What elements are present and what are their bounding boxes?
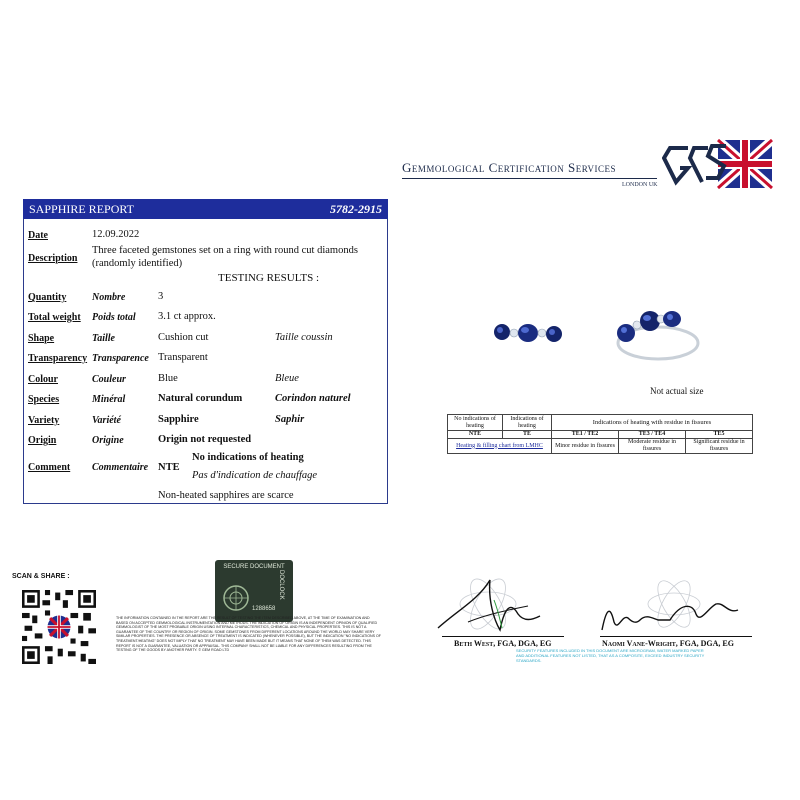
quantity-label-fr: Nombre: [92, 292, 126, 303]
hologram-emblem-icon: [222, 584, 250, 612]
description-line-2: (randomly identified): [92, 258, 183, 269]
comment-label-fr: Commentaire: [92, 462, 149, 473]
signature-line-1: [442, 636, 564, 637]
comment-text: No indications of heating: [192, 452, 304, 463]
origin-value: Origin not requested: [158, 434, 252, 445]
ring-top-view-image: [488, 316, 568, 350]
table-cell: NTE: [448, 431, 503, 439]
qr-code-icon[interactable]: [22, 590, 96, 664]
table-row: [448, 415, 753, 431]
table-header-cell: No indications of heating: [448, 415, 503, 431]
table-cell: TE3 / TE4: [619, 431, 686, 439]
quantity-label: Quantity: [28, 292, 67, 303]
quantity-value: 3: [158, 291, 164, 302]
shape-value-fr: Taille coussin: [275, 332, 333, 343]
variety-value: Sapphire: [158, 414, 199, 425]
origin-label: Origin: [28, 435, 57, 446]
hologram-number: 1288658: [252, 606, 276, 612]
shape-value: Cushion cut: [158, 332, 209, 343]
total-weight-label-fr: Poids total: [92, 312, 136, 323]
signature-name-1: Beth West, FGA, DGA, EG: [454, 639, 552, 648]
table-cell: Minor residue in fissures: [552, 439, 619, 454]
scan-share-label: SCAN & SHARE :: [12, 573, 70, 580]
comment-code: NTE: [158, 462, 180, 473]
table-cell: TE1 / TE2: [552, 431, 619, 439]
legal-disclaimer: THE INFORMATION CONTAINED IN THE REPORT ARE THE RESULT OF TESTING THE ITEM DESCRIBED ABOVE, AT THE TIME OF EXAMINATION AND BASED ON ACCEPTED GEMMOLOGICAL INSTRUMENTATION AND METHODS. THE INDICATION OF ORIGIN IS AN INDEPENDENT OPINION OF QUALIFIED GEMMOLOGIST OF THE MOST PROBABLE ORIGIN USING INTERNAL CHARACTERISTICS, CHEMICAL AND PHYSICAL PROPERTIES. THIS IS NOT A GUARANTEE OF THE COUNTRY OR REGION OF ORIGIN. SOME GEMSTONES FROM DIFFERENT LOCATIONS AROUND THE WORLD MAY SHARE VERY SIMILAR PROPERTIES. THE PRESENCE OR ABSENCE OF TREATMENT IS INDICATED (WHENEVER POSSIBLE), BUT THE INDICATION "NO INDICATIONS OF TREATMENT/HEATING" DOES NOT IMPLY THAT NO TREATMENT MAY HAVE BEEN MADE BUT IT MEANS THAT NONE OF THEM WAS DETECTED. THIS REPORT IS NOT A GUARANTEE, VALUATION OR APPRAISAL. THIS COMPANY SHALL NOT BE LIABLE FOR ANY DIFFERENCES RESULTING FROM THE TESTING OF THE GOODS BY ANOTHER PARTY. © GEM ROAD LTD: [116, 616, 381, 653]
colour-value: Blue: [158, 373, 178, 384]
colour-label: Colour: [28, 374, 58, 385]
table-row: [448, 431, 753, 439]
species-value: Natural corundum: [158, 393, 243, 404]
colour-label-fr: Couleur: [92, 374, 126, 385]
date-value: 12.09.2022: [92, 229, 140, 240]
union-flag-icon: [718, 140, 772, 188]
transparency-value: Transparent: [158, 352, 208, 363]
header-divider: [402, 178, 657, 179]
shape-label-fr: Taille: [92, 333, 115, 344]
table-header-cell: Indications of heating: [503, 415, 552, 431]
comment-text-fr: Pas d'indication de chauffage: [192, 470, 318, 481]
gcs-monogram-icon: [664, 146, 726, 182]
description-label: Description: [28, 253, 78, 264]
report-number: 5782-2915: [330, 202, 382, 216]
report-title: SAPPHIRE REPORT: [29, 202, 134, 216]
company-name: Gemmological Certification Services: [402, 160, 617, 175]
total-weight-value: 3.1 ct approx.: [158, 311, 216, 322]
variety-label-fr: Variété: [92, 415, 121, 426]
gcs-logo: [662, 138, 774, 196]
company-location: LONDON UK: [622, 182, 658, 188]
shape-label: Shape: [28, 333, 55, 344]
signature-line-2: [600, 636, 752, 637]
transparency-label: Transparency: [28, 353, 88, 364]
ring-side-view-image: [606, 305, 702, 367]
signature-beth-west-image: [428, 570, 558, 640]
hologram-brand: DOCLOCK: [278, 570, 284, 600]
species-label: Species: [28, 394, 60, 405]
report-footnote: Non-heated sapphires are scarce: [158, 490, 294, 501]
colour-value-fr: Bleue: [275, 373, 299, 384]
transparency-label-fr: Transparence: [92, 353, 149, 364]
hologram-top-text: SECURE DOCUMENT: [223, 564, 285, 570]
variety-label: Variety: [28, 415, 60, 426]
table-source-cell: Heating & filling chart from LMHC: [448, 439, 552, 454]
total-weight-label: Total weight: [28, 312, 81, 323]
origin-label-fr: Origine: [92, 435, 124, 446]
table-cell: TE: [503, 431, 552, 439]
comment-label: Comment: [28, 462, 71, 473]
table-cell: TE5: [686, 431, 753, 439]
table-cell: Moderate residue in fissures: [619, 439, 686, 454]
table-header-cell: Indications of heating with residue in fissures: [552, 415, 753, 431]
image-caption: Not actual size: [650, 386, 704, 396]
date-label: Date: [28, 230, 48, 241]
signature-naomi-vane-wright-image: [596, 574, 756, 640]
signature-name-2: Naomi Vane-Wright, FGA, DGA, EG: [602, 639, 734, 648]
species-label-fr: Minéral: [92, 394, 126, 405]
variety-value-fr: Saphir: [275, 414, 305, 425]
testing-results-heading: TESTING RESULTS :: [218, 272, 320, 284]
security-features-note: SECURITY FEATURES INCLUDED IN THIS DOCUMENT ARE MICROGRAM, WATER MARKED PAPER AND ADDITIONAL FEATURES NOT LISTED, THAT AS A COMPOSITE, EXCEED INDUSTRY SECURITY STANDARDS.: [516, 648, 705, 664]
report-title-bar: [23, 199, 388, 219]
heating-chart-table: [447, 414, 753, 454]
description-line-1: Three faceted gemstones set on a ring with round cut diamonds: [92, 245, 358, 256]
table-row: [448, 439, 753, 454]
species-value-fr: Corindon naturel: [275, 393, 351, 404]
table-cell: Significant residue in fissures: [686, 439, 753, 454]
